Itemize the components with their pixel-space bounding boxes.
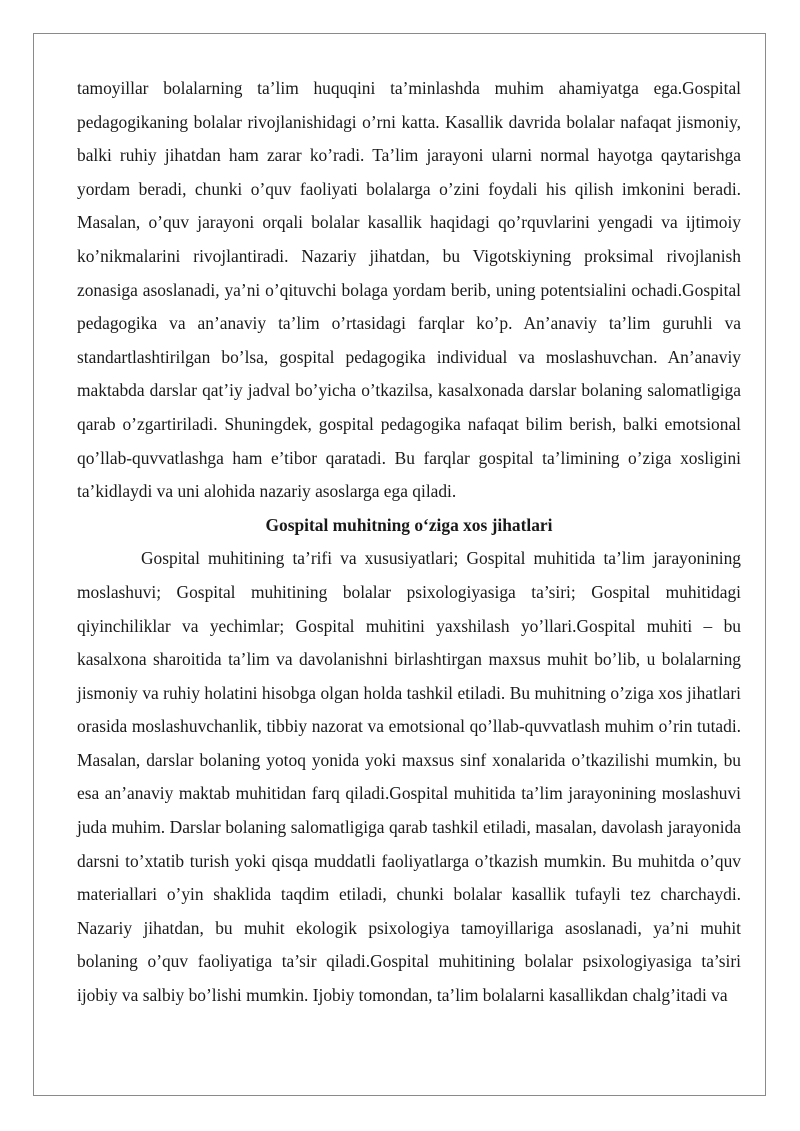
- section-heading: Gospital muhitning o‘ziga xos jihatlari: [265, 514, 553, 535]
- paragraph-2: Gospital muhitining ta’rifi va xususiyatlari; Gospital muhitida ta’lim jarayonining moslashuvi; Gospital muhitining bolalar psixologiyasiga ta’siri; Gospital muhitidagi qiyinchiliklar va yechimlar; Gospital muhitini yaxshilash yo’llari.Gospital muhiti – bu kasalxona sharoitida ta’lim va davolanishni birlashtirgan maxsus muhit bo’lib, u bolalarning jismoniy va ruhiy holatini hisobga olgan holda tashkil etiladi. Bu muhitning o’ziga xos jihatlari orasida moslashuvchanlik, tibbiy nazorat va emotsional qo’llab-quvvatlash muhim o’rin tutadi. Masalan, darslar bolaning yotoq yonida yoki maxsus sinf xonalarida o’tkazilishi mumkin, bu esa an’anaviy maktab muhitidan farq qiladi.Gospital muhitida ta’lim jarayonining moslashuvi juda muhim. Darslar bolaning salomatligiga qarab tashkil etiladi, masalan, davolash jarayonida darsni to’xtatib turish yoki qisqa muddatli faoliyatlarga o’tkazish mumkin. Bu muhitda o’quv materiallari o’yin shaklida taqdim etiladi, chunki bolalar kasallik tufayli tez charchaydi. Nazariy jihatdan, bu muhit ekologik psixologiya tamoyillariga asoslanadi, ya’ni muhit bolaning o’quv faoliyatiga ta’sir qiladi.Gospital muhitining bolalar psixologiyasiga ta’siri ijobiy va salbiy bo’lishi mumkin. Ijobiy tomondan, ta’lim bolalarni kasallikdan chalg’itadi va: [77, 548, 741, 1006]
- document-body: [77, 72, 741, 1013]
- paragraph-1: tamoyillar bolalarning ta’lim huquqini ta’minlashda muhim ahamiyatga ega.Gospital pedagogikaning bolalar rivojlanishidagi o’rni katta. Kasallik davrida bolalar nafaqat jismoniy, balki ruhiy jihatdan ham zarar ko’radi. Ta’lim jarayoni ularni normal hayotga qaytarishga yordam beradi, chunki o’quv faoliyati bolalarga o’zini foydali his qilish imkonini beradi. Masalan, o’quv jarayoni orqali bolalar kasallik haqidagi qo’rquvlarini yengadi va ijtimoiy ko’nikmalarini rivojlantiradi. Nazariy jihatdan, bu Vigotskiyning proksimal rivojlanish zonasiga asoslanadi, ya’ni o’qituvchi bolaga yordam berib, uning potentsialini ochadi.Gospital pedagogika va an’anaviy ta’lim o’rtasidagi farqlar ko’p. An’anaviy ta’lim guruhli va standartlashtirilgan bo’lsa, gospital pedagogika individual va moslashuvchan. An’anaviy maktabda darslar qat’iy jadval bo’yicha o’tkazilsa, kasalxonada darslar bolaning salomatligiga qarab o’zgartiriladi. Shuningdek, gospital pedagogika nafaqat bilim berish, balki emotsional qo’llab-quvvatlashga ham e’tibor qaratadi. Bu farqlar gospital ta’limining o’ziga xosligini ta’kidlaydi va uni alohida nazariy asoslarga ega qiladi.: [77, 78, 741, 502]
